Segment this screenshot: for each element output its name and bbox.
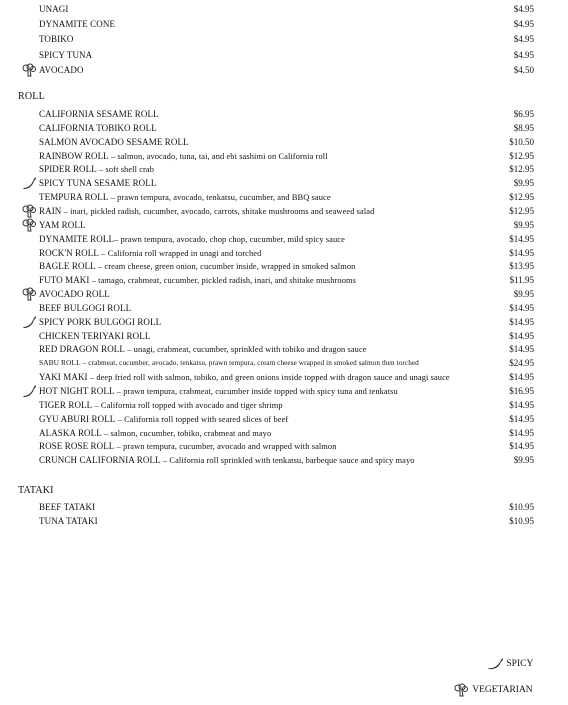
- menu-item: [0, 315, 568, 329]
- menu-item-name: [39, 176, 156, 190]
- menu-item-title: RAIN: [39, 205, 62, 216]
- menu-item-price: $14.95: [509, 441, 534, 452]
- menu-item-title: SPICY TUNA: [39, 49, 93, 60]
- menu-item-name: [39, 342, 367, 357]
- menu-item-price: $4.95: [513, 34, 534, 45]
- broccoli-icon: [21, 218, 37, 232]
- menu-item-name: [39, 384, 398, 399]
- menu-item-title: YAKI MAKI: [39, 372, 88, 383]
- menu-item-price: $14.95: [509, 344, 534, 355]
- menu-item-description: – prawn tempura, crabmeat, cucumber inside topped with spicy tuna and tenkatsu: [114, 387, 398, 396]
- menu-item-title: BEEF TATAKI: [39, 502, 96, 512]
- menu-item-description: – inari, pickled radish, cucumber, avocado, carrots, shitake mushrooms and seaweed salad: [61, 206, 375, 216]
- menu-item-description: – California roll wrapped in unagi and torched: [98, 248, 262, 258]
- menu-item-title: RAINBOW ROLL: [39, 150, 109, 161]
- menu-item: [0, 121, 568, 135]
- menu-item-name: [39, 17, 115, 31]
- menu-item: [0, 246, 568, 260]
- menu-item: [0, 439, 568, 453]
- menu-item-name: [39, 232, 345, 247]
- menu-item: [0, 426, 568, 440]
- menu-item-name: [39, 301, 131, 315]
- menu-item-name: [39, 149, 328, 164]
- menu-item: [0, 162, 568, 176]
- menu-item-name: [39, 162, 154, 177]
- menu-item-name: [39, 48, 92, 62]
- menu-item-description: – soft shell crab: [96, 165, 155, 175]
- broccoli-icon: [21, 63, 37, 77]
- menu-item: [0, 453, 568, 467]
- menu-item-description: – cream cheese, green onion, cucumber inside, wrapped in smoked salmon: [95, 262, 356, 272]
- menu-item-title: CHICKEN TERIYAKI ROLL: [39, 330, 151, 341]
- menu-item-price: $6.95: [513, 109, 534, 119]
- menu-item-name: [39, 32, 73, 46]
- menu-item-name: [39, 329, 150, 343]
- menu-item-price: $14.95: [509, 316, 534, 327]
- menu-item-name: [39, 514, 98, 528]
- menu-item-title: ROCK'N ROLL: [39, 247, 99, 258]
- menu-item-price: $14.95: [509, 413, 534, 424]
- menu-item-price: $10.50: [509, 136, 534, 147]
- menu-item-price: $4.95: [513, 19, 534, 30]
- menu-item-name: [39, 500, 95, 514]
- menu-item: [0, 218, 568, 232]
- menu-item-price: $9.95: [513, 219, 534, 230]
- menu-item-description: – prawn tempura, avocado, tenkatsu, cucumber, and BBQ sauce: [108, 193, 331, 203]
- menu-item: [0, 287, 568, 301]
- menu-item: [0, 48, 568, 62]
- menu-item-title: HOT NIGHT ROLL: [39, 386, 115, 396]
- menu-item-name: [39, 370, 450, 385]
- menu-item-name: [39, 246, 261, 261]
- menu-item-name: [39, 121, 157, 135]
- legend-vegetarian: [452, 683, 533, 697]
- menu-item-description: – crabmeat, cucumber, avocado, tenkatsu, prawn tempura, cream cheese wrapped in smoked salmon then torched: [80, 359, 419, 368]
- menu-item: [0, 190, 568, 204]
- menu-item-title: TOBIKO: [39, 34, 74, 45]
- menu-item-price: $13.95: [509, 261, 534, 272]
- menu-item-price: $14.95: [509, 247, 534, 258]
- menu-item: [0, 107, 568, 121]
- menu-item-description: – California roll topped with seared slices of beef: [115, 414, 289, 424]
- menu-item-price: $14.95: [509, 427, 534, 438]
- menu-item: [0, 149, 568, 163]
- menu-item-name: [39, 398, 283, 413]
- chili-pepper-icon: [21, 315, 37, 329]
- menu-item-price: $12.95: [509, 150, 534, 161]
- menu-item-name: [39, 439, 337, 454]
- menu-item: [0, 63, 568, 77]
- menu-item-name: [39, 412, 288, 427]
- menu-item-name: [39, 273, 356, 288]
- broccoli-icon: [21, 204, 37, 218]
- menu-item-name: [39, 453, 415, 468]
- menu-item-title: DYNAMITE CONE: [39, 19, 116, 30]
- menu-item-name: [39, 315, 161, 329]
- menu-item: [0, 384, 568, 398]
- menu-item-description: – California roll sprinkled with tenkatsu, barbeque sauce and spicy mayo: [160, 456, 415, 466]
- menu-item-title: CALIFORNIA TOBIKO ROLL: [39, 122, 157, 133]
- menu-item-description: – deep fried roll with salmon, tobiko, and green onions inside topped with dragon sauce and unagi sauce: [87, 373, 450, 383]
- menu-item: [0, 370, 568, 384]
- menu-item-title: SPICY PORK BULGOGI ROLL: [39, 316, 162, 327]
- menu-item-name: [39, 107, 159, 121]
- menu-item: [0, 204, 568, 218]
- menu-item-description: – tamago, crabmeat, cucumber, pickled radish, inari, and shitake mushrooms: [89, 276, 356, 286]
- menu-item-title: BAGLE ROLL: [39, 261, 96, 272]
- menu-item-price: $9.95: [513, 455, 534, 466]
- menu-item-name: [39, 356, 419, 370]
- menu-item-price: $14.95: [509, 399, 534, 410]
- menu-item-price: $14.95: [509, 302, 534, 313]
- section-title-tataki: TATAKI: [18, 485, 54, 496]
- menu-item-title: GYU ABURI ROLL: [39, 413, 116, 424]
- menu-item-title: AVOCADO ROLL: [39, 289, 110, 300]
- menu-item: [0, 32, 568, 46]
- menu-item-title: SALMON AVOCADO SESAME ROLL: [39, 136, 189, 147]
- menu-item-name: [39, 287, 110, 301]
- menu-item-price: $14.95: [509, 372, 534, 383]
- menu-item: [0, 135, 568, 149]
- menu-item-price: $4.50: [513, 64, 534, 75]
- menu-item: [0, 17, 568, 31]
- menu-item: [0, 329, 568, 343]
- menu-item-price: $4.95: [513, 4, 534, 14]
- menu-item-title: AVOCADO: [39, 64, 84, 75]
- menu-item: [0, 273, 568, 287]
- menu-item-description: – prawn tempura, cucumber, avocado and wrapped with salmon: [114, 442, 337, 452]
- menu-item-price: $9.95: [513, 289, 534, 300]
- menu-item-title: DYNAMITE ROLL: [39, 233, 115, 244]
- menu-item-name: [39, 2, 69, 16]
- menu-item-price: $14.95: [509, 330, 534, 341]
- menu-item: [0, 301, 568, 315]
- broccoli-icon: [452, 683, 470, 697]
- menu-item-price: $10.95: [509, 502, 534, 512]
- menu-item-title: YAM ROLL: [39, 219, 86, 230]
- menu-item-price: $4.95: [513, 49, 534, 60]
- menu-item-price: $9.95: [513, 178, 534, 189]
- menu-item-name: [39, 426, 271, 441]
- menu-item-title: TIGER ROLL: [39, 399, 93, 410]
- menu-item-name: [39, 135, 189, 149]
- menu-item-title: CRUNCH CALIFORNIA ROLL: [39, 455, 161, 466]
- menu-item-title: CALIFORNIA SESAME ROLL: [39, 109, 159, 119]
- menu-item: [0, 259, 568, 273]
- section-title-roll: ROLL: [18, 91, 45, 102]
- menu-item-price: $12.95: [509, 164, 534, 175]
- menu-item-price: $12.95: [509, 205, 534, 216]
- menu-item-title: SABU ROLL: [39, 358, 81, 368]
- menu-item-description: – salmon, cucumber, tobiko, crabmeat and mayo: [101, 428, 272, 438]
- menu-item-description: – unagi, crabmeat, cucumber, sprinkled with tobiko and dragon sauce: [125, 345, 367, 355]
- menu-item: [0, 232, 568, 246]
- menu-item-title: ALASKA ROLL: [39, 427, 102, 438]
- legend-spicy: [486, 657, 533, 671]
- menu-item-price: $10.95: [509, 516, 534, 526]
- menu-item-name: [39, 190, 331, 205]
- menu-item-price: $14.95: [509, 233, 534, 244]
- menu-item-title: UNAGI: [39, 4, 69, 14]
- menu-item-title: FUTO MAKI: [39, 275, 90, 286]
- menu-item-description: – California roll topped with avocado and tiger shrimp: [92, 400, 283, 410]
- menu-item-name: [39, 63, 84, 77]
- menu-item: [0, 412, 568, 426]
- legend-vegetarian-label: VEGETARIAN: [472, 685, 533, 696]
- menu-item: [0, 2, 568, 16]
- menu-item: [0, 514, 568, 528]
- menu-item-name: [39, 259, 355, 274]
- menu-item-title: TEMPURA ROLL: [39, 192, 109, 203]
- menu-item-title: BEEF BULGOGI ROLL: [39, 302, 132, 313]
- legend-spicy-label: SPICY: [506, 659, 534, 670]
- menu-item-price: $24.95: [509, 358, 534, 369]
- menu-item-price: $12.95: [509, 192, 534, 203]
- menu-item-title: RED DRAGON ROLL: [39, 344, 125, 355]
- chili-pepper-icon: [486, 657, 504, 671]
- menu-item-price: $16.95: [509, 386, 534, 396]
- menu-item: [0, 342, 568, 356]
- menu-item-description: – salmon, avocado, tuna, tai, and ebi sashimi on California roll: [108, 151, 328, 161]
- menu-item-description: – prawn tempura, avocado, chop chop, cucumber, mild spicy sauce: [114, 234, 345, 244]
- menu-item-price: $8.95: [513, 122, 534, 133]
- chili-pepper-icon: [21, 384, 37, 398]
- menu-item: [0, 176, 568, 190]
- menu-item: [0, 356, 568, 370]
- menu-item: [0, 500, 568, 514]
- menu-item-title: SPICY TUNA SESAME ROLL: [39, 178, 157, 189]
- menu-item-name: [39, 218, 86, 232]
- chili-pepper-icon: [21, 176, 37, 190]
- menu-item-title: TUNA TATAKI: [39, 516, 98, 526]
- menu-item-price: $11.95: [509, 275, 534, 286]
- broccoli-icon: [21, 287, 37, 301]
- menu-item-name: [39, 204, 374, 219]
- menu-item: [0, 398, 568, 412]
- menu-item-title: SPIDER ROLL: [39, 164, 97, 175]
- menu-item-title: ROSE ROSE ROLL: [39, 441, 115, 452]
